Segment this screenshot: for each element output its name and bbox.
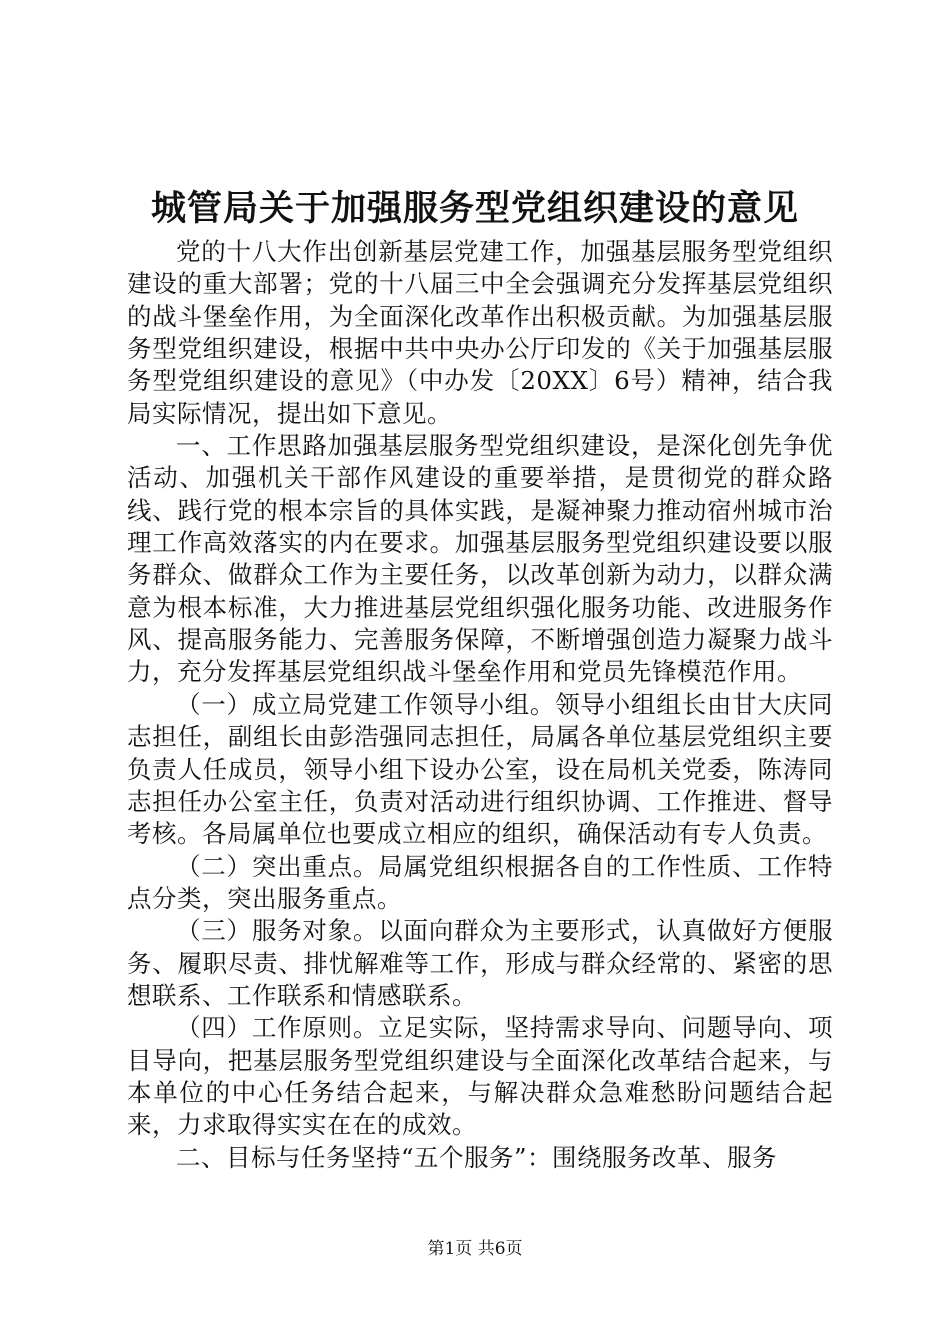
paragraph-section-2: 二、目标与任务坚持“五个服务”：围绕服务改革、服务 bbox=[176, 1142, 778, 1172]
paragraph-item-2: （二）突出重点。局属党组织根据各自的工作性质、工作特点分类，突出服务重点。 bbox=[127, 851, 833, 913]
page-number-footer: 第1页 共6页 bbox=[427, 1239, 523, 1259]
document-title: 城管局关于加强服务型党组织建设的意见 bbox=[150, 188, 799, 229]
paragraph-item-4: （四）工作原则。立足实际，坚持需求导向、问题导向、项目导向，把基层服务型党组织建设与全面深化改革结合起来，与本单位的中心任务结合起来，与解决群众急难愁盼问题结合起来，力求取得实实在在的成效。 bbox=[127, 1013, 833, 1140]
paragraph-item-3: （三）服务对象。以面向群众为主要形式，认真做好方便服务、履职尽责、排忧解难等工作，形成与群众经常的、紧密的思想联系、工作联系和情感联系。 bbox=[127, 916, 833, 1010]
document-body bbox=[127, 236, 833, 1174]
paragraph-item-1: （一）成立局党建工作领导小组。领导小组组长由甘大庆同志担任，副组长由彭浩强同志担任，局属各单位基层党组织主要负责人任成员，领导小组下设办公室，设在局机关党委，陈涛同志担任办公室主任，负责对活动进行组织协调、工作推进、督导考核。各局属单位也要成立相应的组织，确保活动有专人负责。 bbox=[127, 689, 833, 849]
paragraph-section-1: 一、工作思路加强基层服务型党组织建设，是深化创先争优活动、加强机关干部作风建设的重要举措，是贯彻党的群众路线、践行党的根本宗旨的具体实践，是凝神聚力推动宿州城市治理工作高效落实的内在要求。加强基层服务型党组织建设要以服务群众、做群众工作为主要任务，以改革创新为动力，以群众满意为根本标准，大力推进基层党组织强化服务功能、改进服务作风、提高服务能力、完善服务保障，不断增强创造力凝聚力战斗力，充分发挥基层党组织战斗堡垒作用和党员先锋模范作用。 bbox=[127, 431, 833, 687]
paragraph-intro: 党的十八大作出创新基层党建工作，加强基层服务型党组织建设的重大部署；党的十八届三中全会强调充分发挥基层党组织的战斗堡垒作用，为全面深化改革作出积极贡献。为加强基层服务型党组织建设，根据中共中央办公厅印发的《关于加强基层服务型党组织建设的意见》（中办发〔20XX〕6号）精神，结合我局实际情况，提出如下意见。 bbox=[127, 237, 833, 428]
